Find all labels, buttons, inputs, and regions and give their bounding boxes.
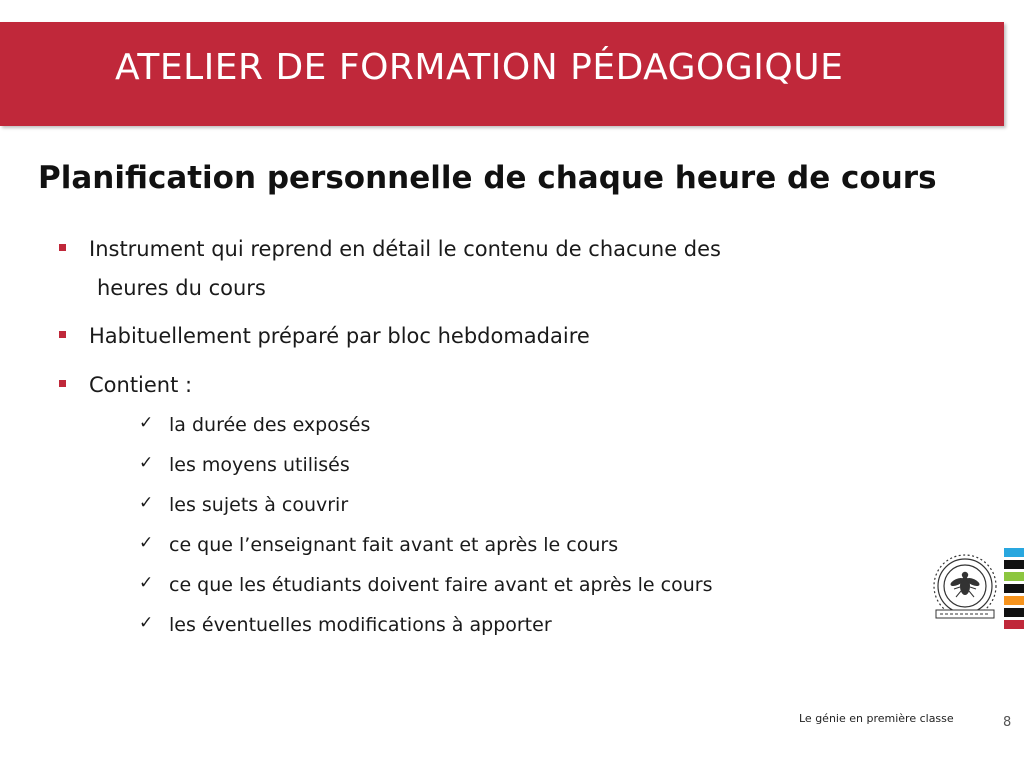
checkmark-icon: ✓ — [139, 573, 154, 593]
checkmark-icon: ✓ — [139, 413, 154, 433]
page-number: 8 — [1003, 715, 1012, 730]
color-bar-segment — [1004, 620, 1024, 629]
bullet-item — [89, 375, 192, 396]
checklist-text: les sujets à couvrir — [169, 494, 349, 516]
checklist-item — [139, 413, 371, 436]
square-bullet-icon — [59, 331, 66, 338]
footer-tagline: Le génie en première classe — [799, 712, 954, 725]
checkmark-icon: ✓ — [139, 533, 154, 553]
bullet-text: Habituellement préparé par bloc hebdomadaire — [89, 324, 590, 348]
color-bar-segment — [1004, 596, 1024, 605]
slide-subtitle: Planification personnelle de chaque heure de cours — [38, 160, 937, 196]
checklist-item — [139, 453, 350, 476]
checklist-item — [139, 493, 349, 516]
checklist-text: ce que les étudiants doivent faire avant et après le cours — [169, 574, 713, 596]
checkmark-icon: ✓ — [139, 613, 154, 633]
checklist-text: la durée des exposés — [169, 414, 371, 436]
color-bar-segment — [1004, 548, 1024, 557]
color-bar-segment — [1004, 560, 1024, 569]
color-bar-segment — [1004, 584, 1024, 593]
checklist-item — [139, 573, 713, 596]
checklist-text: les éventuelles modifications à apporter — [169, 614, 552, 636]
bullet-item — [89, 326, 590, 347]
bullet-text: Contient : — [89, 373, 193, 397]
slide-title: ATELIER DE FORMATION PÉDAGOGIQUE — [115, 47, 844, 88]
bullet-text: Instrument qui reprend en détail le contenu de chacune des — [89, 237, 721, 261]
checklist-item — [139, 613, 552, 636]
checkmark-icon: ✓ — [139, 453, 154, 473]
bullet-continuation: heures du cours — [97, 276, 266, 300]
color-bar-segment — [1004, 608, 1024, 617]
checklist-text: ce que l’enseignant fait avant et après le cours — [169, 534, 619, 556]
checklist-item — [139, 533, 619, 556]
checklist-text: les moyens utilisés — [169, 454, 350, 476]
color-bars — [1004, 548, 1024, 632]
square-bullet-icon — [59, 380, 66, 387]
bullet-item — [89, 237, 721, 300]
square-bullet-icon — [59, 244, 66, 251]
color-bar-segment — [1004, 572, 1024, 581]
checkmark-icon: ✓ — [139, 493, 154, 513]
polytechnique-seal-icon — [930, 553, 1000, 625]
